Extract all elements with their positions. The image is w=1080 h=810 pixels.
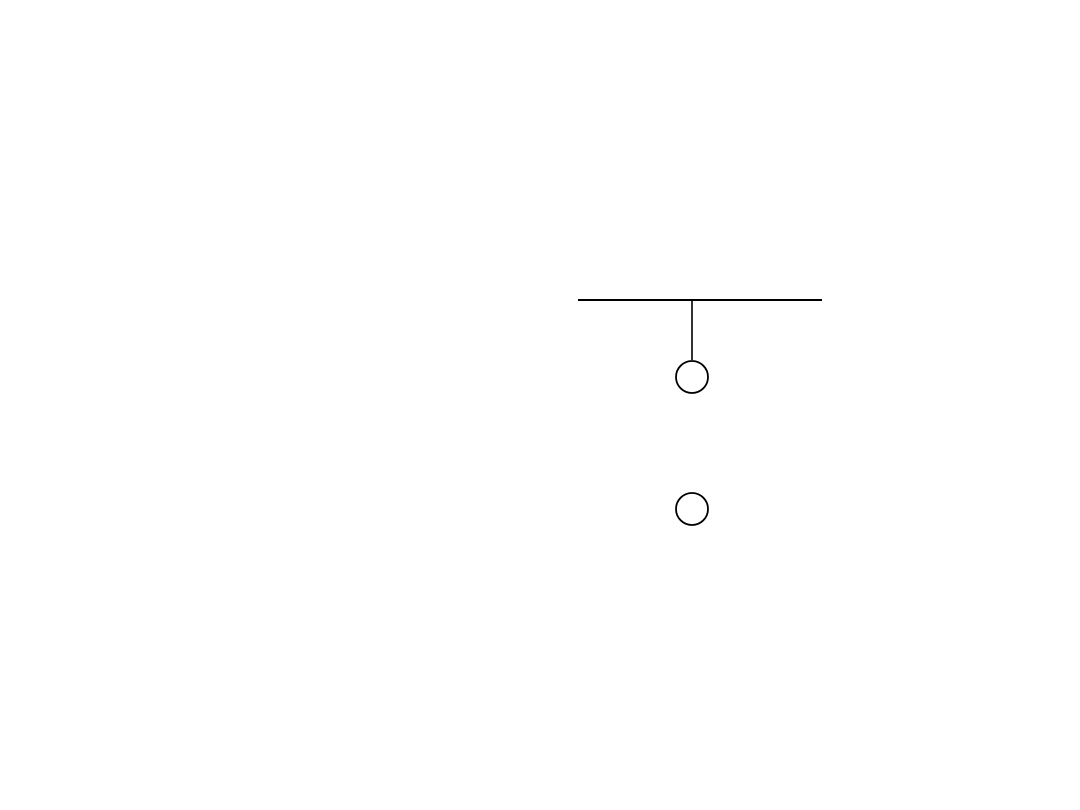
spring-diagram	[570, 280, 830, 540]
ball-a	[676, 361, 708, 393]
ball-b	[676, 493, 708, 525]
